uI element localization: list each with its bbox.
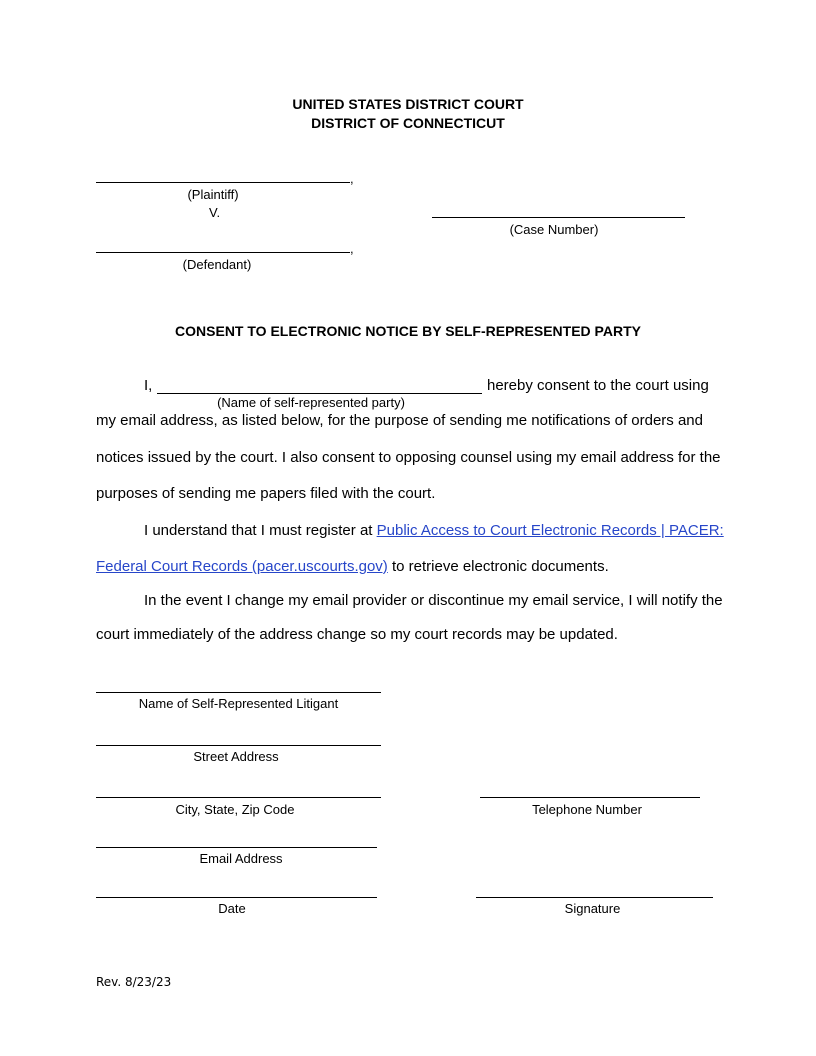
telephone-label: Telephone Number bbox=[532, 802, 642, 817]
versus-label: V. bbox=[209, 205, 221, 220]
signature-line[interactable] bbox=[476, 897, 713, 898]
date-label: Date bbox=[218, 901, 246, 916]
consent-intro: I, bbox=[144, 377, 153, 394]
defendant-label: (Defendant) bbox=[182, 257, 252, 272]
litigant-name-label: Name of Self-Represented Litigant bbox=[138, 696, 339, 711]
consent-line-3: notices issued by the court. I also consent to opposing counsel using my email address for the bbox=[96, 449, 721, 466]
date-line[interactable] bbox=[96, 897, 377, 898]
email-line[interactable] bbox=[96, 847, 377, 848]
plaintiff-comma: , bbox=[350, 171, 354, 186]
plaintiff-line[interactable] bbox=[96, 182, 350, 183]
defendant-line[interactable] bbox=[96, 252, 350, 253]
register-paragraph-line-1 bbox=[144, 522, 724, 539]
consent-after-blank: hereby consent to the court using bbox=[487, 377, 709, 394]
pacer-link-part-2[interactable]: Federal Court Records (pacer.uscourts.gov) bbox=[96, 558, 388, 575]
consent-line-2: my email address, as listed below, for the purpose of sending me notifications of orders and bbox=[96, 412, 703, 429]
register-intro: I understand that I must register at bbox=[144, 522, 377, 539]
event-line-2: court immediately of the address change so my court records may be updated. bbox=[96, 626, 618, 643]
plaintiff-label: (Plaintiff) bbox=[187, 187, 239, 202]
party-name-label: (Name of self-represented party) bbox=[217, 395, 405, 410]
city-state-zip-label: City, State, Zip Code bbox=[175, 802, 295, 817]
street-address-line[interactable] bbox=[96, 745, 381, 746]
defendant-comma: , bbox=[350, 241, 354, 256]
party-name-line[interactable] bbox=[157, 393, 482, 394]
case-number-line[interactable] bbox=[432, 217, 685, 218]
register-outro: to retrieve electronic documents. bbox=[387, 558, 609, 575]
pacer-link-part-1[interactable]: Public Access to Court Electronic Records | PACER: bbox=[376, 522, 724, 539]
telephone-line[interactable] bbox=[480, 797, 700, 798]
email-label: Email Address bbox=[199, 851, 283, 866]
consent-line-4: purposes of sending me papers filed with the court. bbox=[96, 485, 436, 502]
street-address-label: Street Address bbox=[193, 749, 279, 764]
document-title: CONSENT TO ELECTRONIC NOTICE BY SELF-REPRESENTED PARTY bbox=[175, 323, 641, 339]
city-state-zip-line[interactable] bbox=[96, 797, 381, 798]
case-number-label: (Case Number) bbox=[509, 222, 599, 237]
court-name: UNITED STATES DISTRICT COURT bbox=[292, 96, 524, 112]
district-name: DISTRICT OF CONNECTICUT bbox=[311, 115, 505, 131]
revision-date: Rev. 8/23/23 bbox=[96, 975, 172, 989]
event-line-1: In the event I change my email provider or discontinue my email service, I will notify the bbox=[144, 592, 723, 609]
litigant-name-line[interactable] bbox=[96, 692, 381, 693]
signature-label: Signature bbox=[564, 901, 621, 916]
register-paragraph-line-2 bbox=[96, 558, 609, 575]
